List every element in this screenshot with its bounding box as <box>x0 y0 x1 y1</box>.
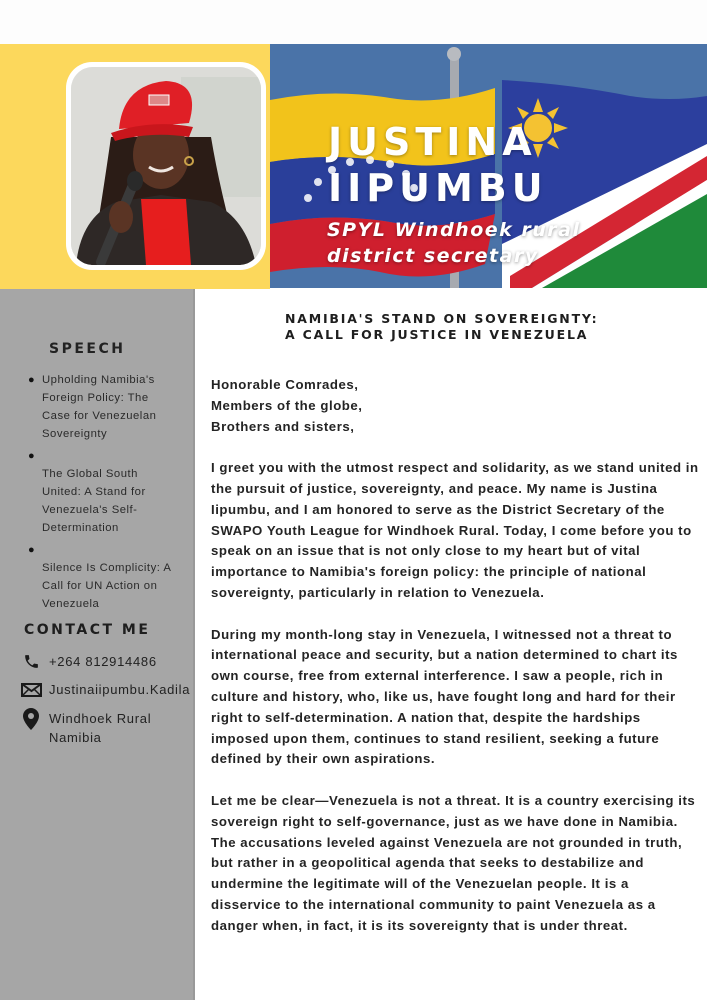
location-line-1: Windhoek Rural <box>49 711 152 726</box>
sidebar <box>0 289 195 1000</box>
name-first: JUSTINA <box>328 120 537 164</box>
location-text <box>49 709 151 747</box>
paragraph: I greet you with the utmost respect and solidarity, as we stand united in the pursuit of justice, sovereignty, and peace. My name is Justina Iipumbu, and I am honored to serve as the District Secretary of the SWAPO Youth League for Windhoek Rural. Today, I come before you to speak on an issue that is not only close to my heart but of vital importance to Namibia's foreign policy: the principle of national sovereignty, particularly in relation to Venezuela. <box>211 460 699 600</box>
phone-icon <box>20 652 42 671</box>
speech-heading: SPEECH <box>49 341 126 357</box>
greeting <box>211 375 699 437</box>
phone-number: +264 812914486 <box>49 654 157 669</box>
bullet-icon: ● <box>28 374 36 386</box>
speech-title: Upholding Namibia's Foreign Policy: The Case for Venezuelan Sovereignty <box>42 374 157 440</box>
paragraph: During my month-long stay in Venezuela, I witnessed not a threat to international peace and security, but a nation determined to chart its own course, free from external interference. I saw a people, rich in culture and history, who, like us, have fought long and hard for their right to self-determination. A nation that, despite the hardships imposed upon them, continues to stand resilient, seeking a future defined by their own aspirations. <box>211 626 678 767</box>
speech-title-heading <box>285 311 598 343</box>
paragraph: Let me be clear—Venezuela is not a threat. It is a country exercising its sovereign right to self-governance, just as we have done in Namibia. The accusations leveled against Venezuela are not grounded in truth, but rather in a geopolitical agenda that seeks to destabilize and undermine the legitimate will of the Venezuelan people. It is a disservice to the international community to paint Venezuela as a danger when, in fact, it is its sovereignty that is under threat. <box>211 792 696 933</box>
speech-title: Silence Is Complicity: A Call for UN Action on Venezuela <box>42 562 171 610</box>
contact-heading: CONTACT ME <box>24 622 151 638</box>
greeting-line: Honorable Comrades, <box>211 377 359 392</box>
bullet-icon: ● <box>28 544 36 556</box>
speech-item <box>0 447 195 537</box>
speech-title: The Global South United: A Stand for Venezuela's Self-Determination <box>42 468 146 534</box>
role-line-2: district secretary <box>327 245 539 267</box>
contact-phone[interactable] <box>20 652 157 671</box>
top-margin <box>0 0 707 44</box>
location-line-2: Namibia <box>49 730 102 745</box>
map-pin-icon <box>20 709 42 728</box>
header-banner <box>270 44 707 288</box>
greeting-line: Brothers and sisters, <box>211 418 355 434</box>
speech-item <box>0 541 195 613</box>
role-line-1: SPYL Windhoek rural <box>327 219 581 241</box>
contact-location <box>20 709 151 747</box>
speech-content <box>197 289 707 1000</box>
title-line-2: A CALL FOR JUSTICE IN VENEZUELA <box>285 327 589 342</box>
speech-item <box>0 371 195 443</box>
name-last: IIPUMBU <box>328 166 548 210</box>
greeting-line: Members of the globe, <box>211 397 363 413</box>
contact-email[interactable] <box>20 680 190 699</box>
title-line-1: NAMIBIA'S STAND ON SOVEREIGNTY: <box>285 311 599 326</box>
speech-list <box>0 371 195 613</box>
profile-photo-frame <box>66 62 266 270</box>
bullet-icon: ● <box>28 450 36 462</box>
envelope-icon <box>20 680 42 699</box>
profile-photo <box>71 67 261 265</box>
speech-body <box>211 375 699 937</box>
email-address: Justinaiipumbu.Kadila <box>49 682 191 697</box>
